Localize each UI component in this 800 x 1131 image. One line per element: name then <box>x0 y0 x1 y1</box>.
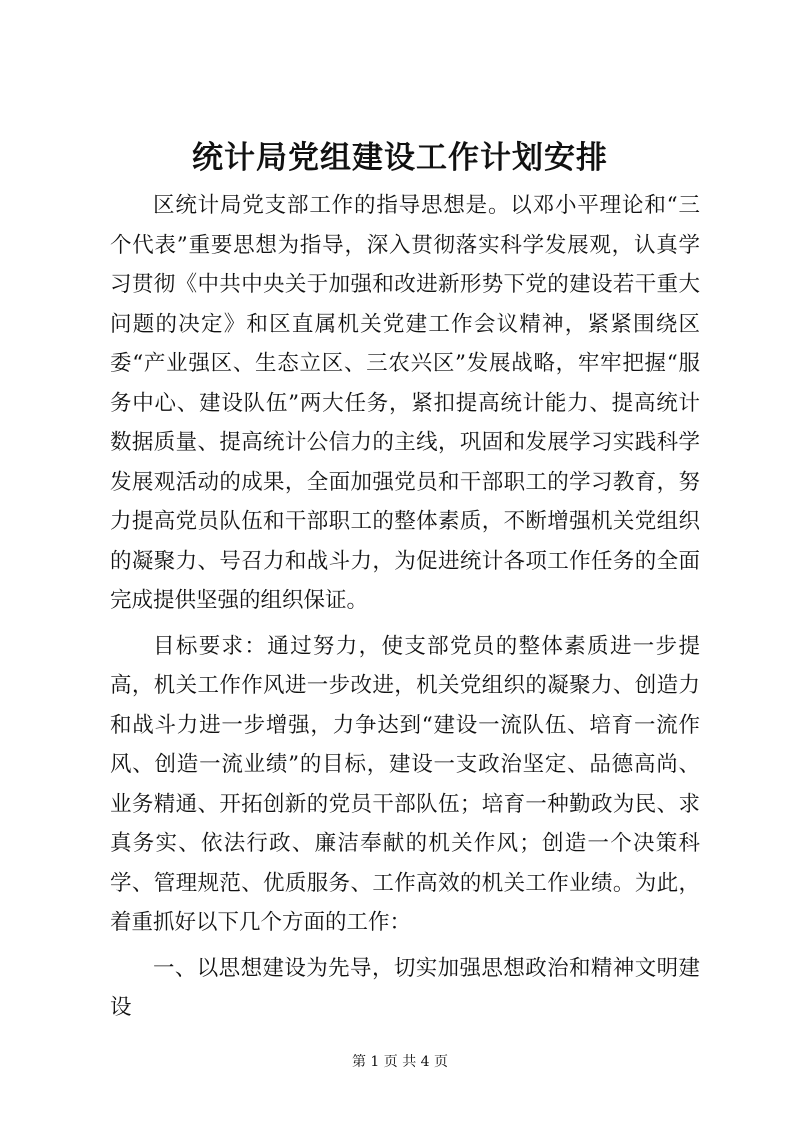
paragraph-goals: 目标要求：通过努力，使支部党员的整体素质进一步提高，机关工作作风进一步改进，机关党组织的凝聚力、创造力和战斗力进一步增强，力争达到“建设一流队伍、培育一流作风、创造一流业绩”的目标，建设一支政治坚定、品德高尚、业务精通、开拓创新的党员干部队伍；培育一种勤政为民、求真务实、依法行政、廉洁奉献的机关作风；创造一个决策科学、管理规范、优质服务、工作高效的机关工作业绩。为此，着重抓好以下几个方面的工作： <box>110 633 700 935</box>
paragraph-guiding-thought: 区统计局党支部工作的指导思想是。以邓小平理论和“三个代表”重要思想为指导，深入贯彻落实科学发展观，认真学习贯彻《中共中央关于加强和改进新形势下党的建设若干重大问题的决定》和区直属机关党建工作会议精神，紧紧围绕区委“产业强区、生态立区、三农兴区”发展战略，牢牢把握“服务中心、建设队伍”两大任务，紧扣提高统计能力、提高统计数据质量、提高统计公信力的主线，巩固和发展学习实践科学发展观活动的成果，全面加强党员和干部职工的学习教育，努力提高党员队伍和干部职工的整体素质，不断增强机关党组织的凝聚力、号召力和战斗力，为促进统计各项工作任务的全面完成提供坚强的组织保证。 <box>110 193 700 613</box>
page-footer <box>0 1052 800 1072</box>
document-title: 统计局党组建设工作计划安排 <box>192 140 608 176</box>
paragraph-section-heading: 一、以思想建设为先导，切实加强思想政治和精神文明建设 <box>110 955 700 1020</box>
document-body <box>110 186 700 1028</box>
page-indicator: 第 1 页 共 4 页 <box>351 1054 449 1070</box>
